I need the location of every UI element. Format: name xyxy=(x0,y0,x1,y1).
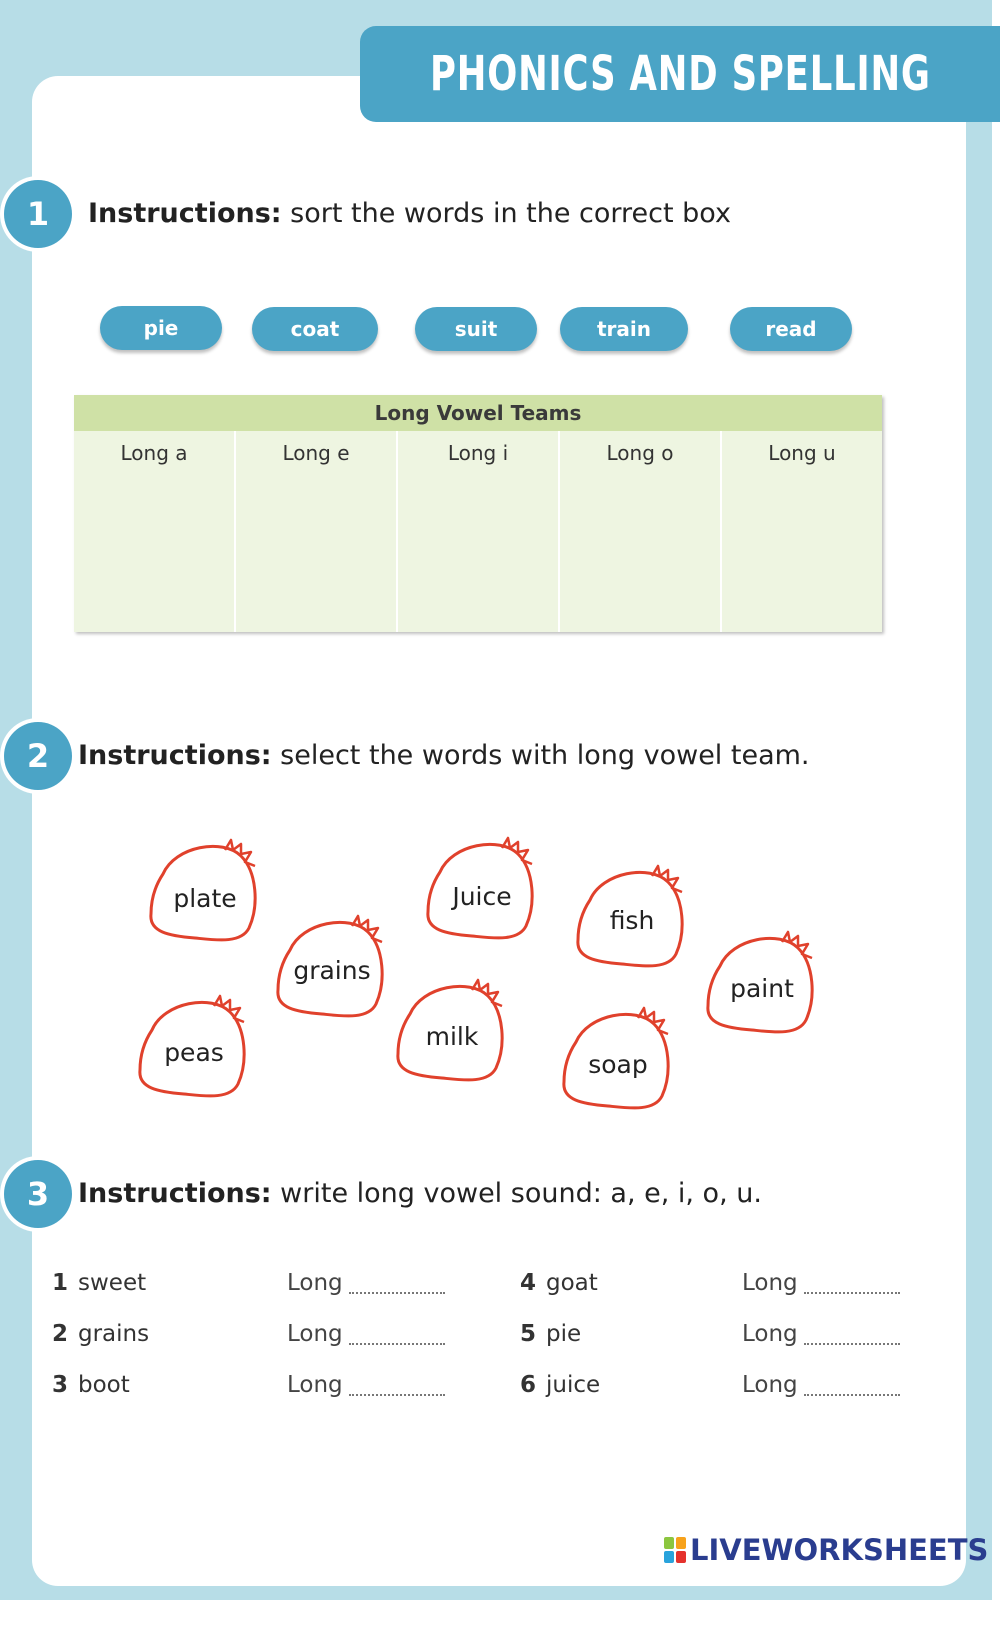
strawberry-word-plate[interactable] xyxy=(145,836,265,948)
strawberry-word-paint[interactable] xyxy=(702,928,822,1040)
long-label: Long xyxy=(742,1372,798,1398)
logo-text: LIVEWORKSHEETS xyxy=(690,1533,989,1567)
answer-blank-sweet[interactable] xyxy=(349,1292,445,1294)
column-header: Long i xyxy=(447,441,509,465)
long-label: Long xyxy=(287,1372,343,1398)
instructions-label: Instructions: xyxy=(88,198,282,229)
strawberry-word-juice[interactable] xyxy=(422,834,542,946)
word-chip-read[interactable]: read xyxy=(730,307,852,351)
strawberry-label: grains xyxy=(293,956,371,985)
item-number: 1 xyxy=(52,1270,69,1296)
strawberry-word-fish[interactable] xyxy=(572,862,692,974)
strawberry-word-soap[interactable] xyxy=(558,1004,678,1116)
liveworksheets-logo xyxy=(664,1530,988,1570)
answer-blank-goat[interactable] xyxy=(804,1292,900,1294)
item-word: juice xyxy=(546,1372,601,1398)
instructions-label: Instructions: xyxy=(78,740,272,771)
item-word: goat xyxy=(546,1270,598,1296)
title-banner xyxy=(360,26,1000,122)
strawberry-label: plate xyxy=(173,884,237,913)
strawberry-word-grains[interactable] xyxy=(272,912,392,1024)
long-label: Long xyxy=(742,1270,798,1296)
item-word: boot xyxy=(78,1372,130,1398)
strawberry-label: milk xyxy=(425,1022,479,1051)
column-header: Long o xyxy=(606,441,674,465)
strawberry-label: soap xyxy=(588,1050,648,1079)
word-item-boot xyxy=(52,1372,130,1398)
word-item-goat xyxy=(520,1270,598,1296)
long-label: Long xyxy=(287,1321,343,1347)
item-number: 5 xyxy=(520,1321,537,1347)
answer-blank-boot[interactable] xyxy=(349,1394,445,1396)
column-header: Long a xyxy=(120,441,188,465)
word-item-sweet xyxy=(52,1270,146,1296)
strawberry-label: fish xyxy=(609,906,655,935)
page-title: PHONICS AND SPELLING xyxy=(429,46,931,102)
answer-blank-juice[interactable] xyxy=(804,1394,900,1396)
section-2-instructions xyxy=(78,740,810,771)
word-item-pie xyxy=(520,1321,581,1347)
item-word: grains xyxy=(78,1321,150,1347)
word-chip-pie[interactable]: pie xyxy=(100,306,222,350)
strawberry-label: paint xyxy=(730,974,794,1003)
section-3-instructions xyxy=(78,1178,762,1209)
drop-column-long-i[interactable] xyxy=(398,431,560,632)
long-label: Long xyxy=(287,1270,343,1296)
item-number: 3 xyxy=(52,1372,69,1398)
drop-column-long-o[interactable] xyxy=(560,431,722,632)
column-header: Long e xyxy=(282,441,350,465)
item-number: 6 xyxy=(520,1372,537,1398)
vowel-teams-table-title: Long Vowel Teams xyxy=(74,395,882,431)
strawberry-word-peas[interactable] xyxy=(134,992,254,1104)
answer-blank-pie[interactable] xyxy=(804,1343,900,1345)
drop-column-long-a[interactable] xyxy=(74,431,236,632)
word-item-juice xyxy=(520,1372,600,1398)
strawberry-word-milk[interactable] xyxy=(392,976,512,1088)
drop-column-long-e[interactable] xyxy=(236,431,398,632)
long-label: Long xyxy=(742,1321,798,1347)
strawberry-label: peas xyxy=(164,1038,224,1067)
section-3-number: 3 xyxy=(4,1160,72,1228)
section-2-number: 2 xyxy=(4,722,72,790)
item-word: sweet xyxy=(78,1270,147,1296)
section-1-instructions xyxy=(88,198,731,229)
column-header: Long u xyxy=(768,441,836,465)
word-chip-coat[interactable]: coat xyxy=(252,307,378,351)
instructions-text: sort the words in the correct box xyxy=(281,198,731,229)
item-number: 2 xyxy=(52,1321,69,1347)
drop-column-long-u[interactable] xyxy=(722,431,882,632)
instructions-text: write long vowel sound: a, e, i, o, u. xyxy=(271,1178,762,1209)
instructions-label: Instructions: xyxy=(78,1178,272,1209)
instructions-text: select the words with long vowel team. xyxy=(271,740,810,771)
logo-mark-icon xyxy=(664,1537,686,1563)
word-chip-suit[interactable]: suit xyxy=(415,307,537,351)
word-chip-train[interactable]: train xyxy=(560,307,688,351)
answer-blank-grains[interactable] xyxy=(349,1343,445,1345)
item-word: pie xyxy=(546,1321,582,1347)
strawberry-label: Juice xyxy=(452,882,512,911)
vowel-teams-table xyxy=(74,395,882,632)
item-number: 4 xyxy=(520,1270,537,1296)
worksheet-sheet xyxy=(32,76,966,1586)
word-item-grains xyxy=(52,1321,149,1347)
section-1-number: 1 xyxy=(4,180,72,248)
